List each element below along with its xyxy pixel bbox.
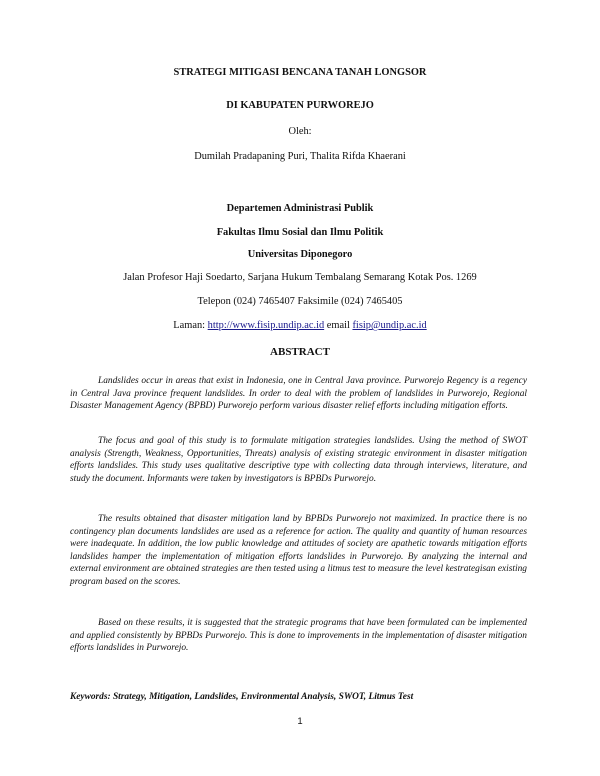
title-line-1: STRATEGI MITIGASI BENCANA TANAH LONGSOR <box>173 67 427 78</box>
web-label: Laman: <box>173 320 206 331</box>
abstract-paragraph-2: The focus and goal of this study is to formulate mitigation strategies landslides. Using the method of SWOT analysis (Strength, Weakness, Opportunities, Threats) analysis of existing strategic environment in disaster mitigation efforts landslides. This study uses qualitative descriptive type with collecting data through interviews, literature, and study the document. Informants were taken by investigators is BPBDs Purworejo. <box>70 436 527 484</box>
address: Jalan Profesor Haji Soedarto, Sarjana Hukum Tembalang Semarang Kotak Pos. 1269 <box>123 272 477 283</box>
abstract-paragraph-4: Based on these results, it is suggested that the strategic programs that have been formulated can be implemented and applied consistently by BPBDs Purworejo. This is done to improvements in the implementation of disaster mitigation efforts landslides in Purworejo. <box>70 618 527 654</box>
abstract-paragraph-1: Landslides occur in areas that exist in Indonesia, one in Central Java province. Purworejo Regency is a regency in Central Java province frequent landslides. In order to deal with the problem of landslides in Purworejo, Regional Disaster Management Agency (BPBD) Purworejo perform various disaster relief efforts including mitigation efforts. <box>70 376 527 412</box>
by-label: Oleh: <box>288 126 312 137</box>
keywords: Keywords: Strategy, Mitigation, Landslides, Environmental Analysis, SWOT, Litmus Test <box>70 692 414 702</box>
email-label: email <box>326 320 350 331</box>
web-link[interactable]: http://www.fisip.undip.ac.id <box>207 320 325 331</box>
abstract-paragraph-3: The results obtained that disaster mitigation land by BPBDs Purworejo not maximized. In practice there is no contingency plan documents landslides are used as a reference for action. The quality and quantity of human resources were inadequate. In addition, the low public knowledge and attitudes of society are apathetic towards mitigation efforts landslides hamper the implementation of mitigation efforts landslides in Purworejo. By analyzing the internal and external environment are obtained strategies are then tested using a litmus test to measure the level kestrategisan existing program based on the scores. <box>70 514 527 587</box>
faculty: Fakultas Ilmu Sosial dan Ilmu Politik <box>216 227 384 238</box>
page-number: 1 <box>297 716 303 727</box>
authors: Dumilah Pradapaning Puri, Thalita Rifda Khaerani <box>194 151 406 162</box>
web-line <box>0 320 600 331</box>
title-line-2: DI KABUPATEN PURWOREJO <box>226 100 374 111</box>
email-link[interactable]: fisip@undip.ac.id <box>352 320 427 331</box>
abstract-heading: ABSTRACT <box>270 346 330 358</box>
university: Universitas Diponegoro <box>247 249 353 260</box>
phone: Telepon (024) 7465407 Faksimile (024) 7465405 <box>197 296 403 307</box>
department: Departemen Administrasi Publik <box>226 203 374 214</box>
